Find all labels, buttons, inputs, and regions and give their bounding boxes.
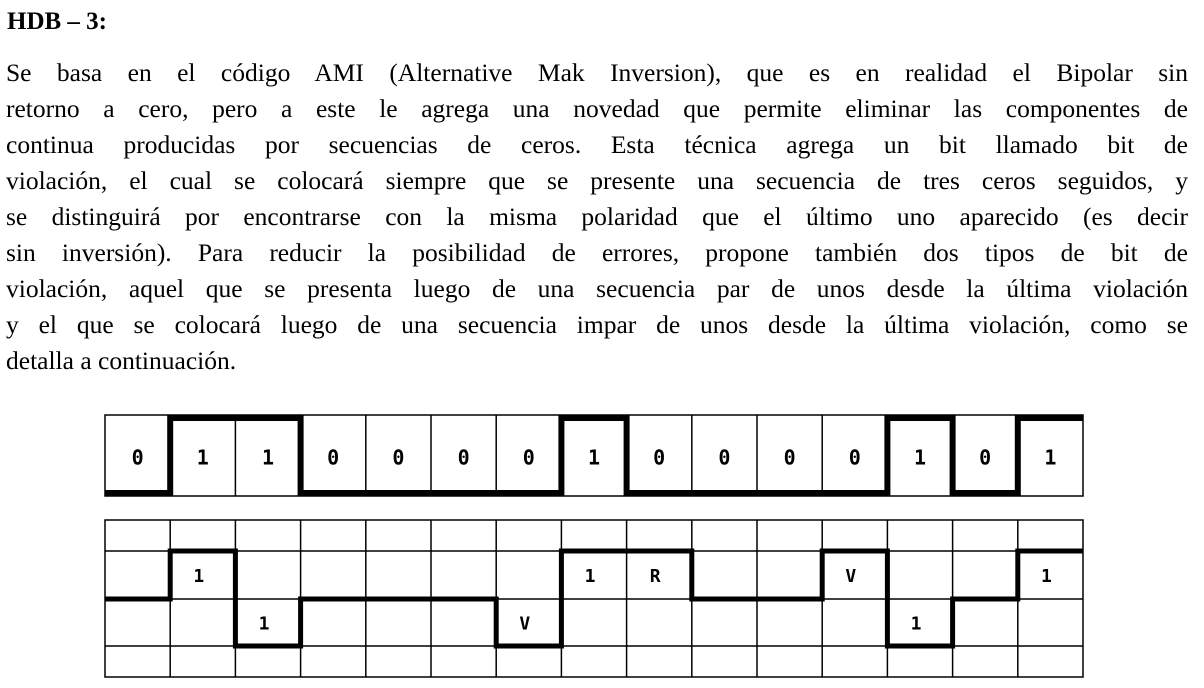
bit-value: 1 (261, 445, 275, 470)
hdb3-waveform-table (105, 520, 1083, 677)
paragraph-line: y el que se colocará luego de una secuencia impar de unos desde la última violación, como se (6, 310, 1188, 339)
body-paragraph (6, 55, 1188, 379)
bit-value: 0 (848, 445, 861, 470)
pulse-label: 1 (193, 566, 205, 587)
pulse-label: V (519, 613, 531, 635)
bit-value: 0 (392, 445, 405, 470)
paragraph-line: detalla a continuación. (6, 346, 237, 375)
paragraph-line: se distinguirá por encontrarse con la misma polaridad que el último uno aparecido (es decir (6, 202, 1188, 231)
bit-value: 0 (457, 445, 470, 470)
bit-value: 1 (587, 445, 601, 470)
paragraph-line: retorno a cero, pero a este le agrega una novedad que permite eliminar las componentes de (6, 94, 1188, 123)
bit-value: 1 (913, 445, 927, 470)
pulse-label: 1 (584, 566, 596, 587)
bit-value: 0 (653, 445, 666, 470)
paragraph-line: continua producidas por secuencias de ceros. Esta técnica agrega un bit llamado bit de (6, 130, 1188, 159)
section-heading: HDB – 3: (7, 8, 107, 35)
paragraph-line: Se basa en el código AMI (Alternative Mak Inversion), que es en realidad el Bipolar sin (6, 58, 1188, 87)
paragraph-line: violación, el cual se colocará siempre que se presente una secuencia de tres ceros seguidos, y (6, 166, 1188, 195)
pulse-label: R (649, 566, 661, 587)
pulse-label: 1 (910, 613, 922, 635)
bit-value: 0 (327, 445, 340, 470)
bit-value: 0 (783, 445, 796, 470)
pulse-label: 1 (258, 613, 270, 635)
bit-value: 0 (718, 445, 731, 470)
bit-value: 1 (1044, 445, 1057, 470)
bit-value: 1 (196, 445, 209, 470)
bit-value: 0 (522, 445, 535, 470)
bit-sequence-table (105, 415, 1083, 496)
pulse-label: 1 (1040, 566, 1052, 587)
pulse-label: V (845, 566, 857, 587)
paragraph-line: violación, aquel que se presenta luego de una secuencia par de unos desde la última violación (6, 274, 1188, 303)
bit-value: 0 (979, 445, 992, 470)
paragraph-line: sin inversión). Para reducir la posibilidad de errores, propone también dos tipos de bit de (6, 238, 1188, 267)
bit-value: 0 (131, 445, 144, 470)
hdb3-encoding-figure (0, 400, 1204, 688)
hdb3-diagram (0, 400, 1204, 688)
